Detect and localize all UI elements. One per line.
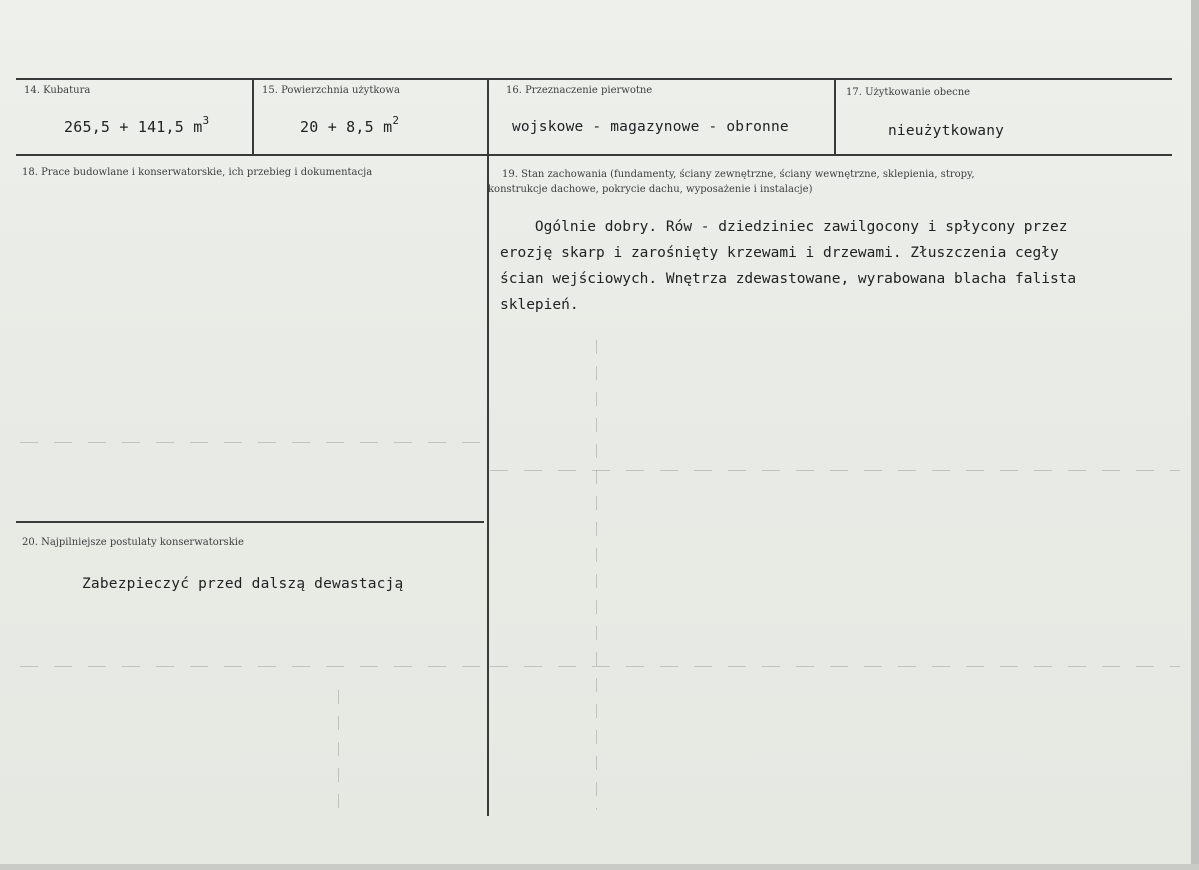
field-14-value: 265,5 + 141,5 $m^3$ <box>64 114 210 136</box>
field-20-value: Zabezpieczyć przed dalszą dewastacją <box>82 576 404 592</box>
section-rule <box>16 521 484 523</box>
bleed-through-line <box>20 666 480 667</box>
bleed-through-line <box>490 666 1180 667</box>
field-17-value: nieużytkowany <box>888 123 1005 139</box>
field-19-label-line2: konstrukcje dachowe, pokrycie dachu, wyposażenie i instalacje) <box>488 184 813 195</box>
bleed-through-line <box>490 470 1180 471</box>
column-divider <box>252 78 254 156</box>
bleed-through-line <box>596 340 597 810</box>
field-15-value: 20 + 8,5 $m^2$ <box>300 114 400 136</box>
field-19-line-4: sklepień. <box>500 297 579 313</box>
field-15-label: 15. Powierzchnia użytkowa <box>262 85 400 96</box>
field-18-label: 18. Prace budowlane i konserwatorskie, ich przebieg i dokumentacja <box>22 167 373 178</box>
field-20-label: 20. Najpilniejsze postulaty konserwatorskie <box>22 537 244 548</box>
field-16-value: wojskowe - magazynowe - obronne <box>512 119 789 135</box>
card-edge-shadow <box>0 864 1199 870</box>
field-19-line-1: Ogólnie dobry. Rów - dziedziniec zawilgocony i spłycony przez <box>500 219 1068 235</box>
bleed-through-line <box>20 442 480 443</box>
bleed-through-line <box>338 690 339 810</box>
top-rule <box>16 78 1172 80</box>
field-19-label-line1: 19. Stan zachowania (fundamenty, ściany zewnętrzne, ściany wewnętrzne, sklepienia, stropy, <box>502 169 975 180</box>
field-17-label: 17. Użytkowanie obecne <box>846 87 971 98</box>
column-divider <box>834 78 836 156</box>
field-14-label: 14. Kubatura <box>24 85 91 96</box>
card-edge-shadow <box>1191 0 1199 870</box>
field-19-line-2: erozję skarp i zarośnięty krzewami i drzewami. Złuszczenia cegły <box>500 245 1059 261</box>
field-19-line-3: ścian wejściowych. Wnętrza zdewastowane, wyrabowana blacha falista <box>500 271 1077 287</box>
row-rule <box>16 154 1172 156</box>
field-16-label: 16. Przeznaczenie pierwotne <box>506 85 653 96</box>
